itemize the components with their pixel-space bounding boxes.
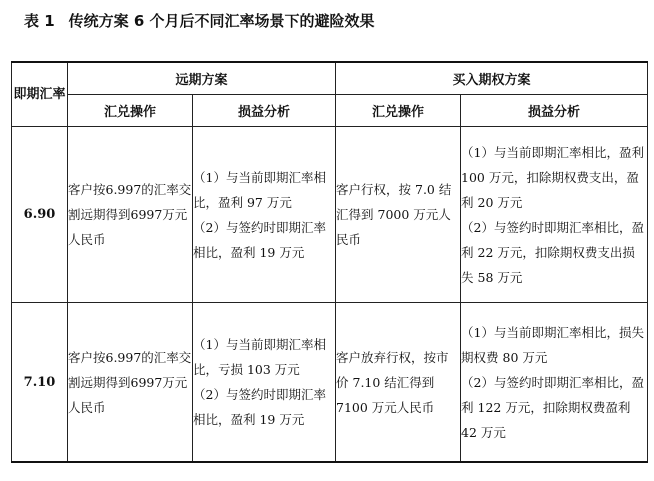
header-option-operation: 汇兑操作 <box>336 95 461 127</box>
option-operation-text: 客户放弃行权，按市价 7.10 结汇得到 7100 万元人民币 <box>336 349 449 415</box>
option-operation-text: 客户行权，按 7.0 结汇得到 7000 万元人民币 <box>336 182 452 247</box>
option-pl-line-2: （2）与签约时即期汇率相比，盈利 22 万元，扣除期权费支出损失 58 万元 <box>461 219 644 285</box>
option-pl-cell <box>461 127 648 303</box>
forward-pl-line-2: （2）与签约时即期汇率相比，盈利 19 万元 <box>193 387 326 427</box>
forward-pl-cell <box>193 127 336 303</box>
forward-pl-cell <box>193 303 336 463</box>
forward-pl-line-1: （1）与当前即期汇率相比，盈利 97 万元 <box>193 169 326 210</box>
forward-operation-cell <box>68 127 193 303</box>
header-spot-rate: 即期汇率 <box>12 62 68 127</box>
option-pl-line-1: （1）与当前即期汇率相比，损失期权费 80 万元 <box>461 324 644 365</box>
forward-pl-line-2: （2）与签约时即期汇率相比，盈利 19 万元 <box>193 219 326 260</box>
forward-pl-line-1: （1）与当前即期汇率相比，亏损 103 万元 <box>193 337 326 377</box>
spot-rate-cell: 6.90 <box>12 127 68 303</box>
spot-rate-cell: 7.10 <box>12 303 68 463</box>
header-option-plan: 买入期权方案 <box>336 62 648 95</box>
table-title: 传统方案 6 个月后不同汇率场景下的避险效果 <box>68 12 375 30</box>
hedging-table <box>11 61 648 463</box>
table-row <box>12 303 648 463</box>
header-forward-pl: 损益分析 <box>193 95 336 127</box>
forward-operation-cell <box>68 303 193 463</box>
option-pl-line-2: （2）与签约时即期汇率相比，盈利 122 万元，扣除期权费盈利 42 万元 <box>461 374 644 440</box>
header-row-2 <box>12 95 648 127</box>
option-operation-cell <box>336 303 461 463</box>
option-pl-cell <box>461 303 648 463</box>
option-operation-cell <box>336 127 461 303</box>
table-row <box>12 127 648 303</box>
option-pl-line-1: （1）与当前即期汇率相比，盈利 100 万元，扣除期权费支出，盈利 20 万元 <box>461 144 644 210</box>
header-forward-operation: 汇兑操作 <box>68 95 193 127</box>
table-number: 表 1 <box>24 12 55 30</box>
table-caption <box>24 10 375 31</box>
header-forward-plan: 远期方案 <box>68 62 336 95</box>
header-row-1 <box>12 62 648 95</box>
forward-operation-text: 客户按6.997的汇率交割远期得到6997万元人民币 <box>68 182 192 247</box>
header-option-pl: 损益分析 <box>461 95 648 127</box>
forward-operation-text: 客户按6.997的汇率交割远期得到6997万元人民币 <box>68 349 192 415</box>
